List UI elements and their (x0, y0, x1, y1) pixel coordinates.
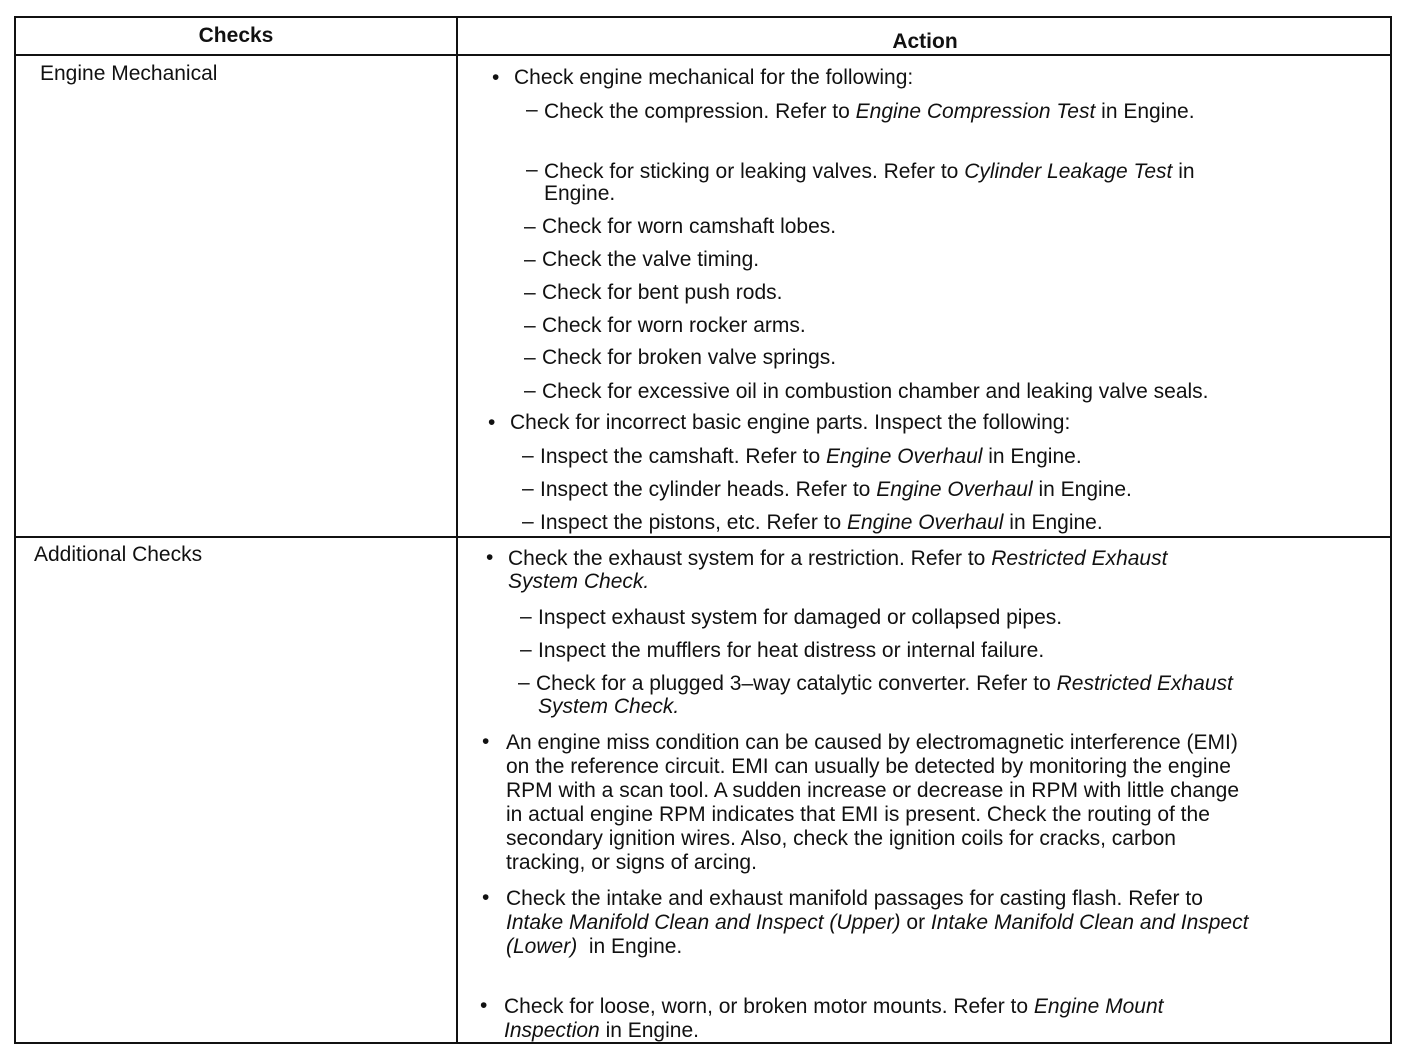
sub-item: Inspect the camshaft. Refer to Engine Overhaul in Engine. (540, 445, 1082, 468)
sub-item: Check for bent push rods. (542, 281, 783, 304)
sub-item: Check for a plugged 3–way catalytic converter. Refer to Restricted Exhaust (536, 672, 1233, 695)
checks-table (14, 16, 1392, 1044)
dash: – (522, 477, 534, 500)
dash: – (524, 281, 536, 304)
sub-item: Check for sticking or leaking valves. Refer to Cylinder Leakage Test in (544, 160, 1195, 183)
dash: – (522, 444, 534, 467)
column-divider (456, 18, 458, 1042)
dash: – (524, 346, 536, 369)
dash: – (520, 638, 532, 661)
bullet: • (488, 411, 496, 434)
sub-item: Check the compression. Refer to Engine Compression Test in Engine. (544, 100, 1195, 123)
check-engine-mechanical: Engine Mechanical (40, 62, 218, 85)
sub-item: Inspect the mufflers for heat distress or internal failure. (538, 639, 1045, 662)
bullet: • (486, 546, 494, 569)
bullet-text: Check engine mechanical for the following: (514, 66, 914, 89)
dash: – (524, 215, 536, 238)
bullet-text: Check the exhaust system for a restriction. Refer to Restricted Exhaust (508, 547, 1168, 570)
sub-item-cont: Engine. (544, 182, 616, 205)
dash: – (526, 158, 538, 181)
bullet-paragraph: Check for loose, worn, or broken motor mounts. Refer to Engine Mount Inspection in Engine. (504, 995, 1164, 1042)
sub-item: Inspect exhaust system for damaged or collapsed pipes. (538, 606, 1063, 629)
bullet: • (492, 66, 500, 89)
bullet: • (480, 994, 488, 1017)
bullet-paragraph: Check the intake and exhaust manifold passages for casting flash. Refer to Intake Manifold Clean and Inspect (Upper) or Intake Manifold Clean and Inspect (Lower) in Engine. (506, 887, 1249, 958)
sub-item: Check for broken valve springs. (542, 346, 837, 369)
sub-item: Check for worn camshaft lobes. (542, 215, 837, 238)
header-divider (16, 54, 1390, 56)
header-checks: Checks (198, 24, 274, 47)
dash: – (526, 98, 538, 121)
row-divider (16, 536, 1390, 538)
dash: – (524, 314, 536, 337)
dash: – (518, 671, 530, 694)
bullet-text-cont: System Check. (508, 570, 650, 593)
bullet: • (482, 730, 490, 753)
sub-item-cont: System Check. (538, 695, 680, 718)
sub-item: Check the valve timing. (542, 248, 760, 271)
sub-item: Check for worn rocker arms. (542, 314, 806, 337)
sub-item: Inspect the cylinder heads. Refer to Engine Overhaul in Engine. (540, 478, 1132, 501)
dash: – (520, 605, 532, 628)
bullet-paragraph: An engine miss condition can be caused by electromagnetic interference (EMI) on the reference circuit. EMI can usually be detected by monitoring the engine RPM with a scan tool. A sudden increase or decrease in RPM with little change in actual engine RPM indicates that EMI is present. Check the routing of the secondary ignition wires. Also, check the ignition coils for cracks, carbon tracking, or signs of arcing. (506, 731, 1240, 874)
sub-item: Check for excessive oil in combustion chamber and leaking valve seals. (542, 380, 1209, 403)
dash: – (522, 510, 534, 533)
header-action: Action (892, 30, 958, 53)
bullet: • (482, 886, 490, 909)
check-additional-checks: Additional Checks (34, 543, 203, 566)
bullet-text: Check for incorrect basic engine parts. Inspect the following: (510, 411, 1071, 434)
sub-item: Inspect the pistons, etc. Refer to Engine Overhaul in Engine. (540, 511, 1103, 534)
dash: – (524, 248, 536, 271)
dash: – (524, 379, 536, 402)
